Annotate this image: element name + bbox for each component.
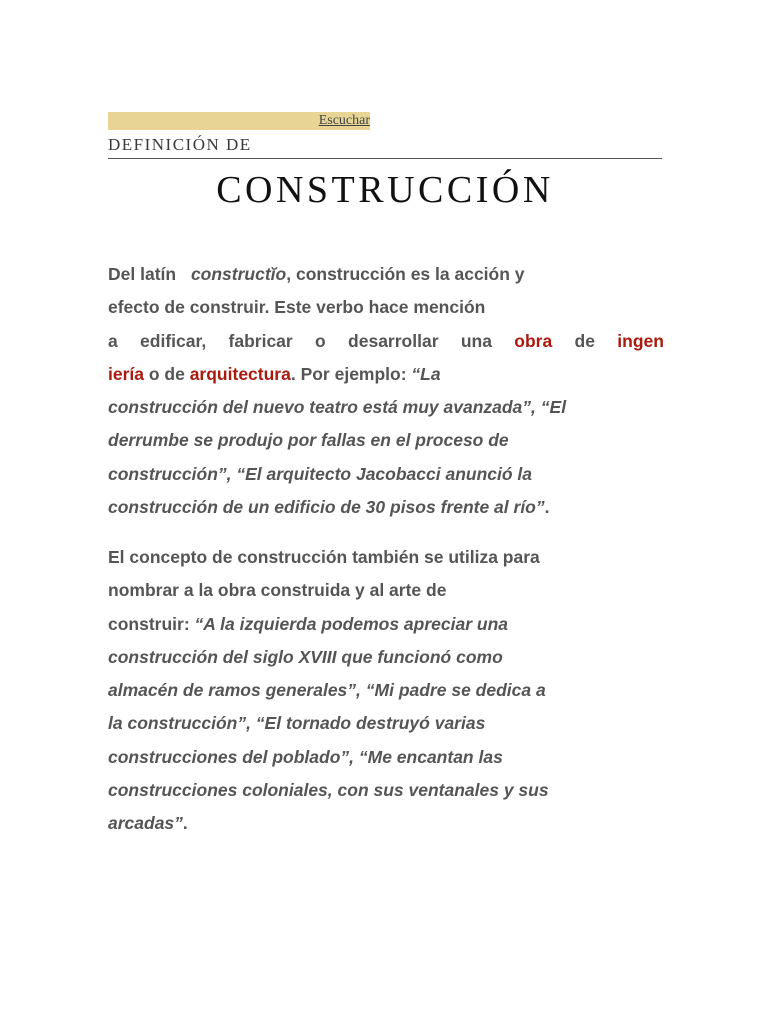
definition-kicker: DEFINICIÓN DE [108, 135, 252, 154]
example-quote: arcadas” [108, 813, 183, 834]
text-run: efecto de construir. Este verbo hace mención [108, 297, 486, 318]
text-line [108, 608, 664, 641]
example-quote: la construcción”, “El tornado destruyó varias [108, 713, 486, 734]
link-arquitectura[interactable]: arquitectura [189, 363, 291, 384]
text-word: a [108, 330, 118, 351]
listen-link[interactable]: Escuchar [318, 113, 370, 128]
text-run: El concepto de construcción también se utiliza para [108, 547, 540, 567]
link-ingenieria[interactable]: ingen [617, 330, 664, 351]
example-quote: construcción”, “El arquitecto Jacobacci anunció la [108, 463, 532, 484]
text-run: Del latín [108, 264, 181, 284]
text-run: nombrar a la obra construida y al arte de [108, 580, 447, 601]
text-line [108, 424, 664, 457]
text-run: . [182, 813, 188, 834]
example-quote: construcciones del poblado”, “Me encantan las [108, 746, 503, 767]
text-line [108, 674, 664, 707]
example-quote: derrumbe se produjo por fallas en el proceso de [108, 430, 509, 451]
example-quote: “A la izquierda podemos apreciar una [194, 613, 509, 634]
text-run: o de [144, 363, 190, 384]
text-line [108, 325, 664, 358]
text-word: una [460, 330, 492, 351]
example-quote: construcción del nuevo teatro está muy avanzada”, “El [108, 397, 567, 418]
text-word: desarrollar [348, 330, 439, 351]
example-quote: construcciones coloniales, con sus ventanales y sus [108, 780, 549, 801]
text-word: de [574, 330, 595, 351]
text-run: , construcción es la acción y [286, 264, 525, 284]
text-line [108, 291, 664, 324]
example-quote: construcción del siglo XVIII que funcionó como [108, 646, 503, 667]
example-quote: almacén de ramos generales”, “Mi padre se dedica a [108, 680, 546, 701]
text-line [108, 491, 664, 524]
link-ingenieria[interactable]: iería [108, 363, 144, 384]
paragraph-concept [108, 541, 664, 841]
latin-term: constructĭo [190, 264, 287, 284]
text-line [108, 774, 664, 807]
text-line [108, 807, 664, 840]
text-line [108, 707, 664, 740]
text-run: construir: [108, 613, 195, 634]
paragraph-etymology [108, 258, 664, 524]
example-quote: construcción de un edificio de 30 pisos frente al río” [108, 497, 545, 518]
example-quote: “La [411, 363, 441, 384]
text-line [108, 641, 664, 674]
listen-bar [108, 112, 370, 130]
text-line [108, 258, 664, 291]
title-divider [108, 158, 662, 159]
text-line [108, 741, 664, 774]
text-word: edificar, [140, 330, 207, 351]
text-line [108, 458, 664, 491]
text-run: . [544, 497, 550, 518]
text-line [108, 391, 664, 424]
text-line [108, 358, 664, 391]
link-obra[interactable]: obra [514, 330, 553, 351]
text-line [108, 574, 664, 607]
text-run: . Por ejemplo: [290, 363, 412, 384]
page-title: CONSTRUCCIÓN [216, 169, 554, 211]
text-line [108, 541, 664, 574]
text-word: o [315, 330, 326, 351]
text-word: fabricar [228, 330, 293, 351]
